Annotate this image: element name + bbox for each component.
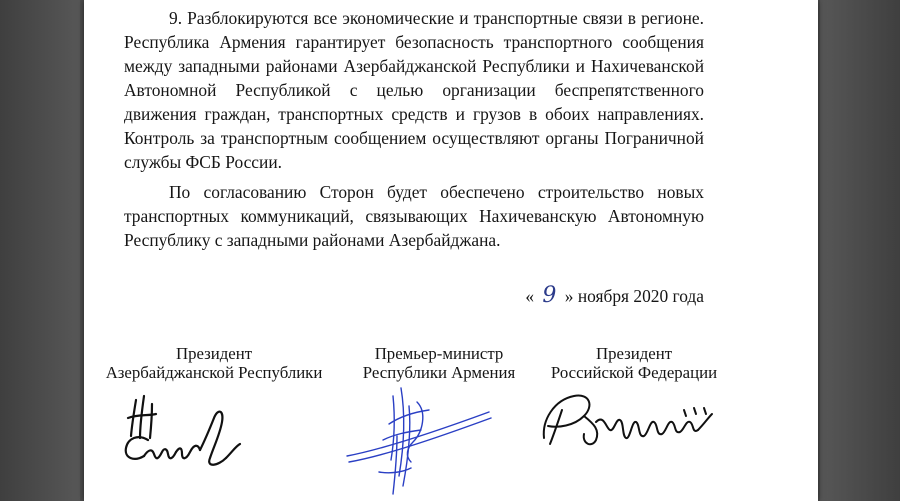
- signatory-russia-title-line-1: Президент: [595, 344, 673, 363]
- paragraph-9-line-7: службы ФСБ России.: [124, 152, 282, 172]
- viewer-background-left: [0, 0, 80, 501]
- document-page: [84, 0, 818, 501]
- signatory-armenia-title-line-1: Премьер-министр: [374, 344, 504, 363]
- signatory-russia-title: [534, 344, 734, 382]
- viewer-background-right: [820, 0, 900, 501]
- signature-russia: [534, 384, 734, 464]
- paragraph-construction-line-1: По согласованию Сторон будет обеспечено строительство новых: [169, 182, 704, 202]
- paragraph-9-line-5: движения граждан, транспортных средств и грузов в обоих направлениях.: [124, 104, 704, 124]
- signatory-armenia-title-line-2: Республики Армения: [362, 363, 516, 382]
- paragraph-9-line-6: Контроль за транспортным сообщением осуществляют органы Пограничной: [124, 128, 704, 148]
- paragraph-9-line-4: Автономной Республикой с целью организации беспрепятственного: [124, 80, 704, 100]
- paragraph-construction-line-2: транспортных коммуникаций, связывающих Нахичеванскую Автономную: [124, 206, 704, 226]
- signature-azerbaijan: [114, 388, 264, 498]
- signatory-azerbaijan-title: [84, 344, 344, 382]
- signatory-azerbaijan-title-line-1: Президент: [175, 344, 253, 363]
- paragraph-9-line-1: 9. Разблокируются все экономические и транспортные связи в регионе.: [169, 8, 704, 28]
- date-close-quote: »: [564, 286, 574, 306]
- signature-armenia: [339, 376, 509, 501]
- document-date: [524, 283, 704, 308]
- paragraph-9-line-2: Республика Армения гарантирует безопасность транспортного сообщения: [124, 32, 704, 52]
- date-open-quote: «: [525, 286, 535, 306]
- signatory-russia-title-line-2: Российской Федерации: [550, 363, 718, 382]
- signatory-azerbaijan-title-line-2: Азербайджанской Республики: [105, 363, 323, 382]
- paragraph-construction-line-3: Республику с западными районами Азербайджана.: [124, 230, 501, 250]
- paragraph-9-line-3: между западными районами Азербайджанской Республики и Нахичеванской: [124, 56, 704, 76]
- date-day-handwritten: 9: [542, 283, 557, 308]
- date-month-year: ноября 2020 года: [577, 286, 704, 306]
